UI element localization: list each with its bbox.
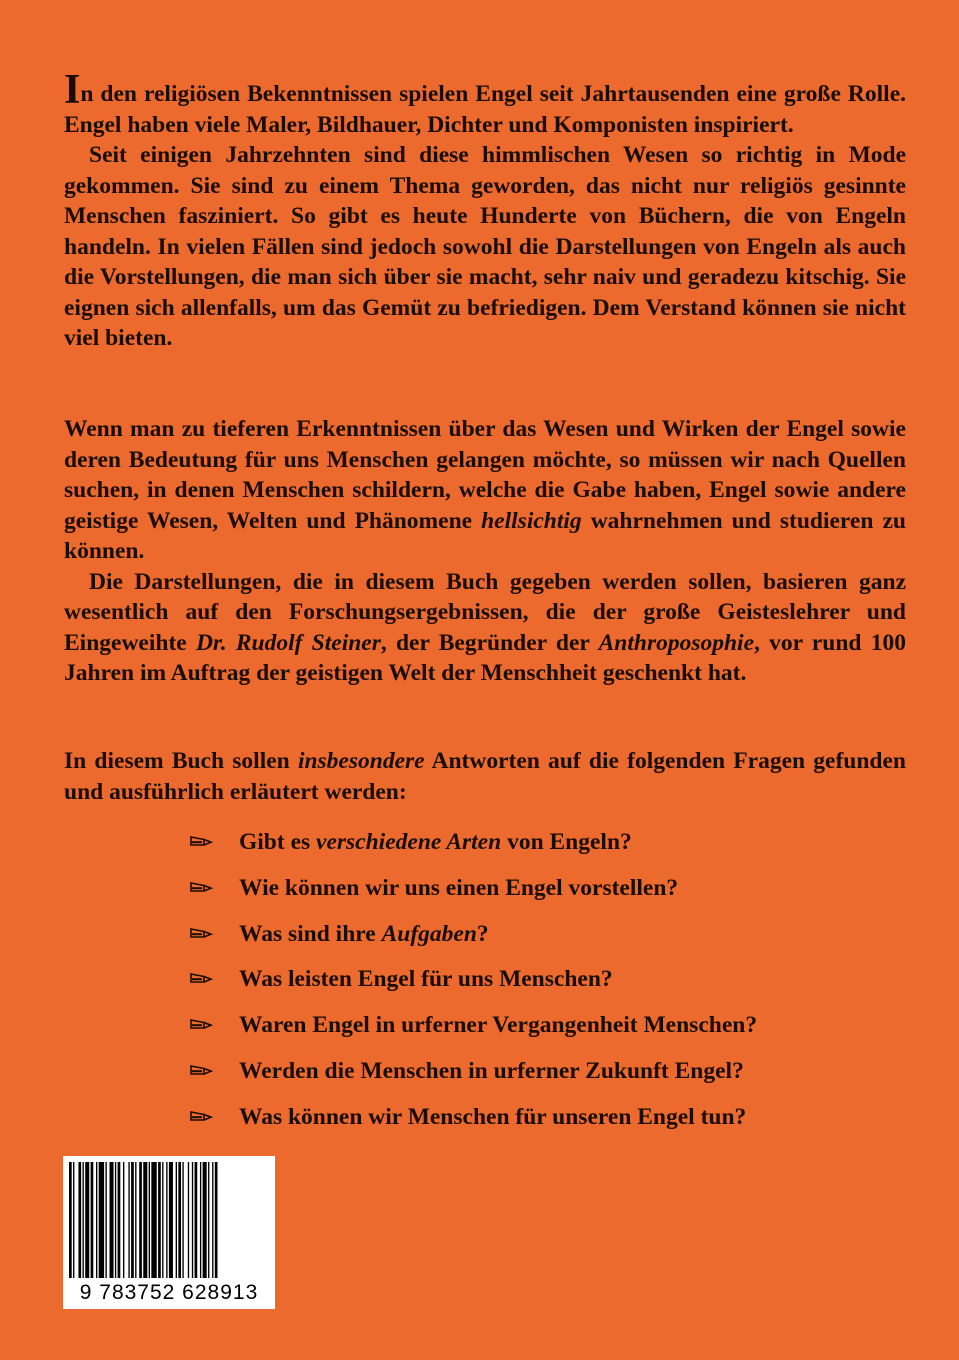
question-text-a: Was können wir Menschen für unseren Engel tun? [239,1103,747,1130]
barcode-bar [182,1162,183,1278]
barcode-bar [143,1162,147,1278]
intro-section [64,67,906,354]
barcode-bar [105,1162,106,1278]
pencil-icon [189,1056,239,1078]
sources-section [64,414,906,689]
barcode-bar [200,1162,201,1278]
paragraph-5-text-a: In diesem Buch sollen [64,748,298,774]
barcode-bar [69,1162,72,1278]
barcode-bar [131,1162,134,1278]
barcode-bar [135,1162,136,1278]
isbn-barcode [63,1156,275,1309]
question-item [189,919,869,965]
barcode-bar [215,1162,218,1278]
barcode-bar [123,1162,124,1278]
paragraph-1-text: n den religiösen Bekenntnissen spielen Engel seit Jahrtausenden eine große Rolle. Engel haben viele Maler, Bildhauer, Dichter und Komponisten inspiriert. [64,81,906,138]
barcode-bar [178,1162,181,1278]
barcode-bar [99,1162,104,1278]
barcode-bar [91,1162,94,1278]
barcode-bar [83,1162,84,1278]
paragraph-3-emphasis: hellsichtig [481,507,582,534]
barcode-bar [158,1162,161,1278]
barcode-number: 9 783752 628913 [79,1281,259,1304]
barcode-bar [149,1162,150,1278]
paragraph-3-text-a: Wenn man zu tieferen Erkenntnissen über das Wesen und Wirken der Engel sowie deren Bedeutung für uns Menschen gelangen möchte, so müssen wir nach Quellen suchen, in denen Menschen schildern, welche die Gabe haben, Engel sowie andere geistige Wesen, Welten und Phänomene [64,416,906,534]
question-item [189,1102,869,1148]
barcode-bar [203,1162,207,1278]
question-text-a: Wie können wir uns einen Engel vorstellen? [239,874,679,901]
question-text-a: Werden die Menschen in urferner Zukunft Engel? [239,1057,744,1084]
paragraph-3 [64,414,906,567]
paragraph-4-text-a: Die Darstellungen, die in diesem Buch gegeben werden sollen, basieren ganz wesentlich auf den Forschungsergebnissen, die der große Geisteslehrer und Eingeweihte [64,568,906,656]
drop-cap: I [64,67,81,113]
question-text [239,964,613,994]
question-text [239,873,678,903]
question-emphasis: Aufgaben [381,920,477,947]
barcode-bar [118,1162,121,1278]
barcode-bar [166,1162,167,1278]
question-text-a: Gibt es [239,829,317,855]
paragraph-5-emphasis: insbesondere [297,748,425,774]
barcode-bar [85,1162,89,1278]
question-item [189,1056,869,1102]
paragraph-5 [64,746,906,807]
barcode-bar [78,1162,81,1278]
barcode-bar [176,1162,177,1278]
question-text [239,919,489,949]
barcode-bar [162,1162,163,1278]
paragraph-3-text-b: wahrnehmen und studieren zu können. [64,507,906,564]
question-text-a: Was leisten Engel für uns Menschen? [239,966,613,993]
question-item [189,827,869,873]
question-text-a: Waren Engel in urferner Vergangenheit Menschen? [239,1012,758,1039]
barcode-bar [169,1162,173,1278]
question-emphasis: verschiedene Arten [316,829,502,855]
barcode-bars [63,1156,275,1281]
barcode-bar [195,1162,198,1278]
paragraph-1 [64,67,906,140]
barcode-bar [208,1162,209,1278]
question-item [189,964,869,1010]
question-list [189,827,869,1148]
question-text-a: Was sind ihre [239,920,382,947]
paragraph-4 [64,567,906,689]
pencil-icon [189,827,239,849]
question-text [239,1056,744,1086]
barcode-bar [192,1162,193,1278]
question-text [239,1102,746,1132]
barcode-bar [115,1162,116,1278]
paragraph-5-text-b: Antworten auf die folgenden Fragen gefunden und ausführlich erläutert werden: [64,748,906,805]
pencil-icon [189,964,239,986]
pencil-icon [189,873,239,895]
questions-intro-section [64,746,906,807]
barcode-bar [110,1162,114,1278]
barcode-bar [139,1162,142,1278]
barcode-bar [188,1162,189,1278]
author-name: Dr. Rudolf Steiner [195,629,381,656]
barcode-bar [128,1162,129,1278]
pencil-icon [189,1010,239,1032]
question-text-b: ? [476,920,489,947]
pencil-icon [189,1102,239,1124]
question-text [239,1010,757,1040]
paragraph-2: Seit einigen Jahrzehnten sind diese himmlischen Wesen so richtig in Mode gekommen. Sie sind zu einem Thema geworden, das nicht nur religiös gesinnte Menschen fasziniert. So gibt es heute Hunderte von Büchern, die von Engeln handeln. In vielen Fällen sind jedoch sowohl die Darstellungen von Engeln als auch die Vorstellungen, die man sich über sie macht, sehr naiv und geradezu kitschig. Sie eignen sich allenfalls, um das Gemüt zu befriedigen. Dem Verstand können sie nicht viel bieten. [64,142,906,351]
question-item [189,873,869,919]
barcode-bar [151,1162,156,1278]
barcode-bar [73,1162,74,1278]
question-text [239,827,632,857]
paragraph-4-text-c: , vor rund 100 Jahren im Auftrag der geistigen Welt der Menschheit geschenkt hat. [64,629,906,686]
paragraph-4-text-b: , der Begründer der [380,629,599,656]
anthroposophie-term: Anthroposophie [598,629,755,656]
question-text-b: von Engeln? [501,829,632,855]
barcode-bar [96,1162,97,1278]
question-item [189,1010,869,1056]
barcode-bar [212,1162,213,1278]
pencil-icon [189,919,239,941]
